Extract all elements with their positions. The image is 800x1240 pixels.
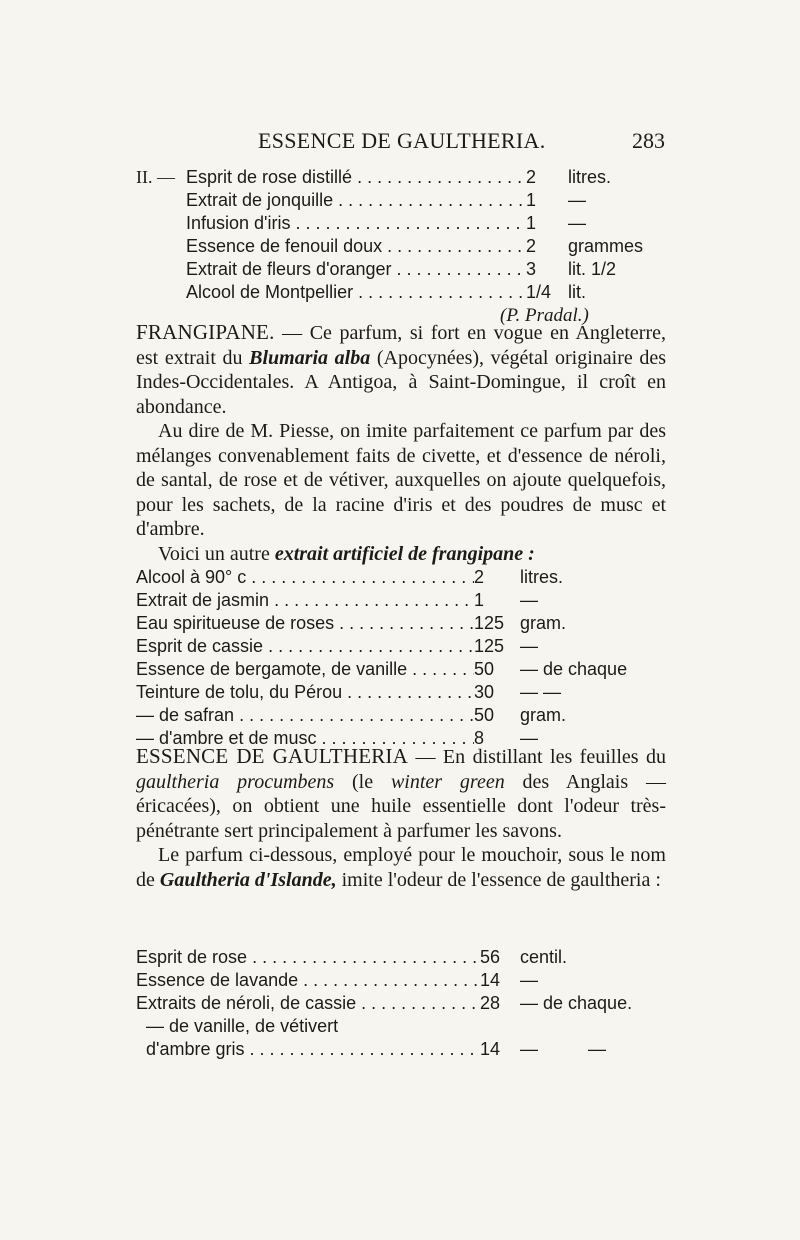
gaultheria-section	[136, 744, 666, 892]
recipe-row	[136, 635, 676, 658]
recipe-row	[136, 946, 696, 969]
recipe-row	[136, 992, 696, 1015]
ingredient-unit: gram.	[520, 613, 567, 633]
ingredient-unit: — de chaque.	[520, 993, 633, 1013]
recipe-number: II. —	[136, 167, 175, 187]
ingredient-label: Teinture de tolu, du Pérou . . .	[136, 681, 474, 704]
ingredient-label: Essence de bergamote, de vanille . . .	[136, 658, 474, 681]
ingredient-qty: 125	[474, 636, 505, 656]
ingredient-label: Eau spiritueuse de roses . . .	[136, 612, 474, 635]
species-name: Blumaria alba	[249, 346, 371, 369]
ingredient-unit: litres.	[520, 567, 564, 587]
ingredient-unit: grammes	[568, 236, 644, 256]
ingredient-unit: —	[568, 190, 586, 210]
common-name: winter green	[390, 770, 505, 793]
ingredient-qty: 2	[526, 167, 537, 187]
ingredient-unit: — de chaque	[520, 659, 628, 679]
ingredient-label: — d'ambre et de musc . . .	[136, 727, 474, 750]
ingredient-qty: 8	[474, 728, 485, 748]
ingredient-label: Esprit de rose distillé . . .	[186, 166, 526, 189]
ingredient-label: Essence de lavande . . .	[136, 969, 480, 992]
ingredient-qty: 1	[526, 190, 537, 210]
ingredient-unit: —	[568, 213, 586, 233]
gaultheria-text: des Anglais — éricacées), on obtient une huile essentielle dont l'odeur très-pénétrante sert principalement à parfumer les savons.	[136, 770, 666, 842]
ingredient-unit: centil.	[520, 947, 568, 967]
ingredient-unit: gram.	[520, 705, 567, 725]
perfume-name: Gaultheria d'Islande,	[159, 868, 337, 891]
frangipane-headword: FRANGIPANE.	[136, 320, 275, 344]
ingredient-label: Alcool de Montpellier . . .	[186, 281, 526, 304]
recipe-row	[136, 612, 676, 635]
recipe-row	[136, 658, 676, 681]
recipe-row	[136, 281, 656, 304]
ingredient-unit: — —	[520, 682, 562, 702]
frangipane-text: Voici un autre	[158, 542, 275, 565]
ingredient-qty: 2	[526, 236, 537, 256]
ingredient-unit: —	[520, 590, 538, 610]
gaultheria-text: — En distillant les feuilles du	[408, 746, 666, 768]
ingredient-qty: 28	[480, 993, 501, 1013]
recipe-row	[136, 681, 676, 704]
ingredient-label: Alcool à 90° c . . .	[136, 566, 474, 589]
ingredient-label: Esprit de rose . . .	[136, 946, 480, 969]
recipe-row	[136, 1015, 696, 1038]
ingredient-label: Esprit de cassie . . .	[136, 635, 474, 658]
recipe-row	[136, 969, 696, 992]
running-header: ESSENCE DE GAULTHERIA.	[258, 128, 546, 153]
ingredient-label: Extrait de jonquille . . .	[186, 189, 526, 212]
recipe-ii	[136, 166, 656, 327]
ingredient-qty: 2	[474, 567, 485, 587]
recipe-frangipane	[136, 566, 676, 750]
ingredient-unit: —	[520, 636, 538, 656]
recipe-row	[136, 166, 656, 189]
ingredient-qty: 1/4	[526, 282, 552, 302]
frangipane-text: (Apocynées), végétal originaire des Indes-Occidentales. A Antigoa, à Saint-Domingue, il croît en abondance.	[136, 346, 666, 418]
ingredient-label: Extrait de fleurs d'oranger . . .	[186, 258, 526, 281]
ingredient-unit: lit. 1/2	[568, 259, 617, 279]
recipe-gaultheria	[136, 946, 696, 1061]
frangipane-paragraph: Au dire de M. Piesse, on imite parfaitement ce parfum par des mélanges convenablement faits de civette, et d'essence de néroli, de santal, de rose et de vétiver, auxquelles on ajoute quelquefois, pour les sachets, de la racine d'iris et des poudres de musc et d'ambre.	[136, 420, 666, 540]
ingredient-label: — de vanille, de vétivert	[146, 1016, 339, 1036]
ingredient-label: Extraits de néroli, de cassie . . .	[136, 992, 480, 1015]
recipe-row	[136, 258, 656, 281]
ingredient-label: d'ambre gris . . .	[136, 1038, 480, 1061]
recipe-row	[136, 235, 656, 258]
recipe-source: (P. Pradal.)	[500, 305, 589, 326]
ingredient-unit: litres.	[568, 167, 612, 187]
ingredient-qty: 50	[474, 659, 495, 679]
gaultheria-text: Le parfum ci-dessous, employé pour le mouchoir, sous le nom de	[136, 844, 666, 891]
recipe-row	[136, 1038, 696, 1061]
ingredient-label: Extrait de jasmin . . .	[136, 589, 474, 612]
ingredient-unit: lit.	[568, 282, 586, 302]
ingredient-qty: 56	[480, 947, 501, 967]
ingredient-qty: 50	[474, 705, 495, 725]
ingredient-qty: 125	[474, 613, 505, 633]
ingredient-qty: 1	[474, 590, 485, 610]
gaultheria-text: (le	[334, 770, 391, 793]
recipe-row	[136, 566, 676, 589]
gaultheria-text: imite l'odeur de l'essence de gaultheria :	[336, 868, 661, 891]
ingredient-unit: — —	[520, 1039, 607, 1059]
species-name: gaultheria procumbens	[136, 770, 335, 793]
ingredient-qty: 14	[480, 1039, 501, 1059]
ingredient-qty: 14	[480, 970, 501, 990]
gaultheria-headword: ESSENCE DE GAULTHERIA	[136, 744, 408, 768]
recipe-row	[136, 589, 676, 612]
ingredient-label: — de safran . . .	[136, 704, 474, 727]
ingredient-qty: 30	[474, 682, 495, 702]
ingredient-unit: —	[520, 970, 538, 990]
ingredient-qty: 3	[526, 259, 537, 279]
ingredient-label: Infusion d'iris . . .	[186, 212, 526, 235]
recipe-intro: extrait artificiel de frangipane :	[274, 542, 535, 565]
recipe-row	[136, 212, 656, 235]
recipe-row	[136, 189, 656, 212]
frangipane-text: — Ce parfum, si fort en vogue en Angleterre, est extrait du	[136, 322, 666, 369]
recipe-row	[136, 704, 676, 727]
ingredient-unit: —	[520, 728, 538, 748]
page-number: 283	[632, 128, 665, 153]
frangipane-section	[136, 320, 666, 566]
ingredient-qty: 1	[526, 213, 537, 233]
ingredient-label: Essence de fenouil doux . . .	[186, 235, 526, 258]
